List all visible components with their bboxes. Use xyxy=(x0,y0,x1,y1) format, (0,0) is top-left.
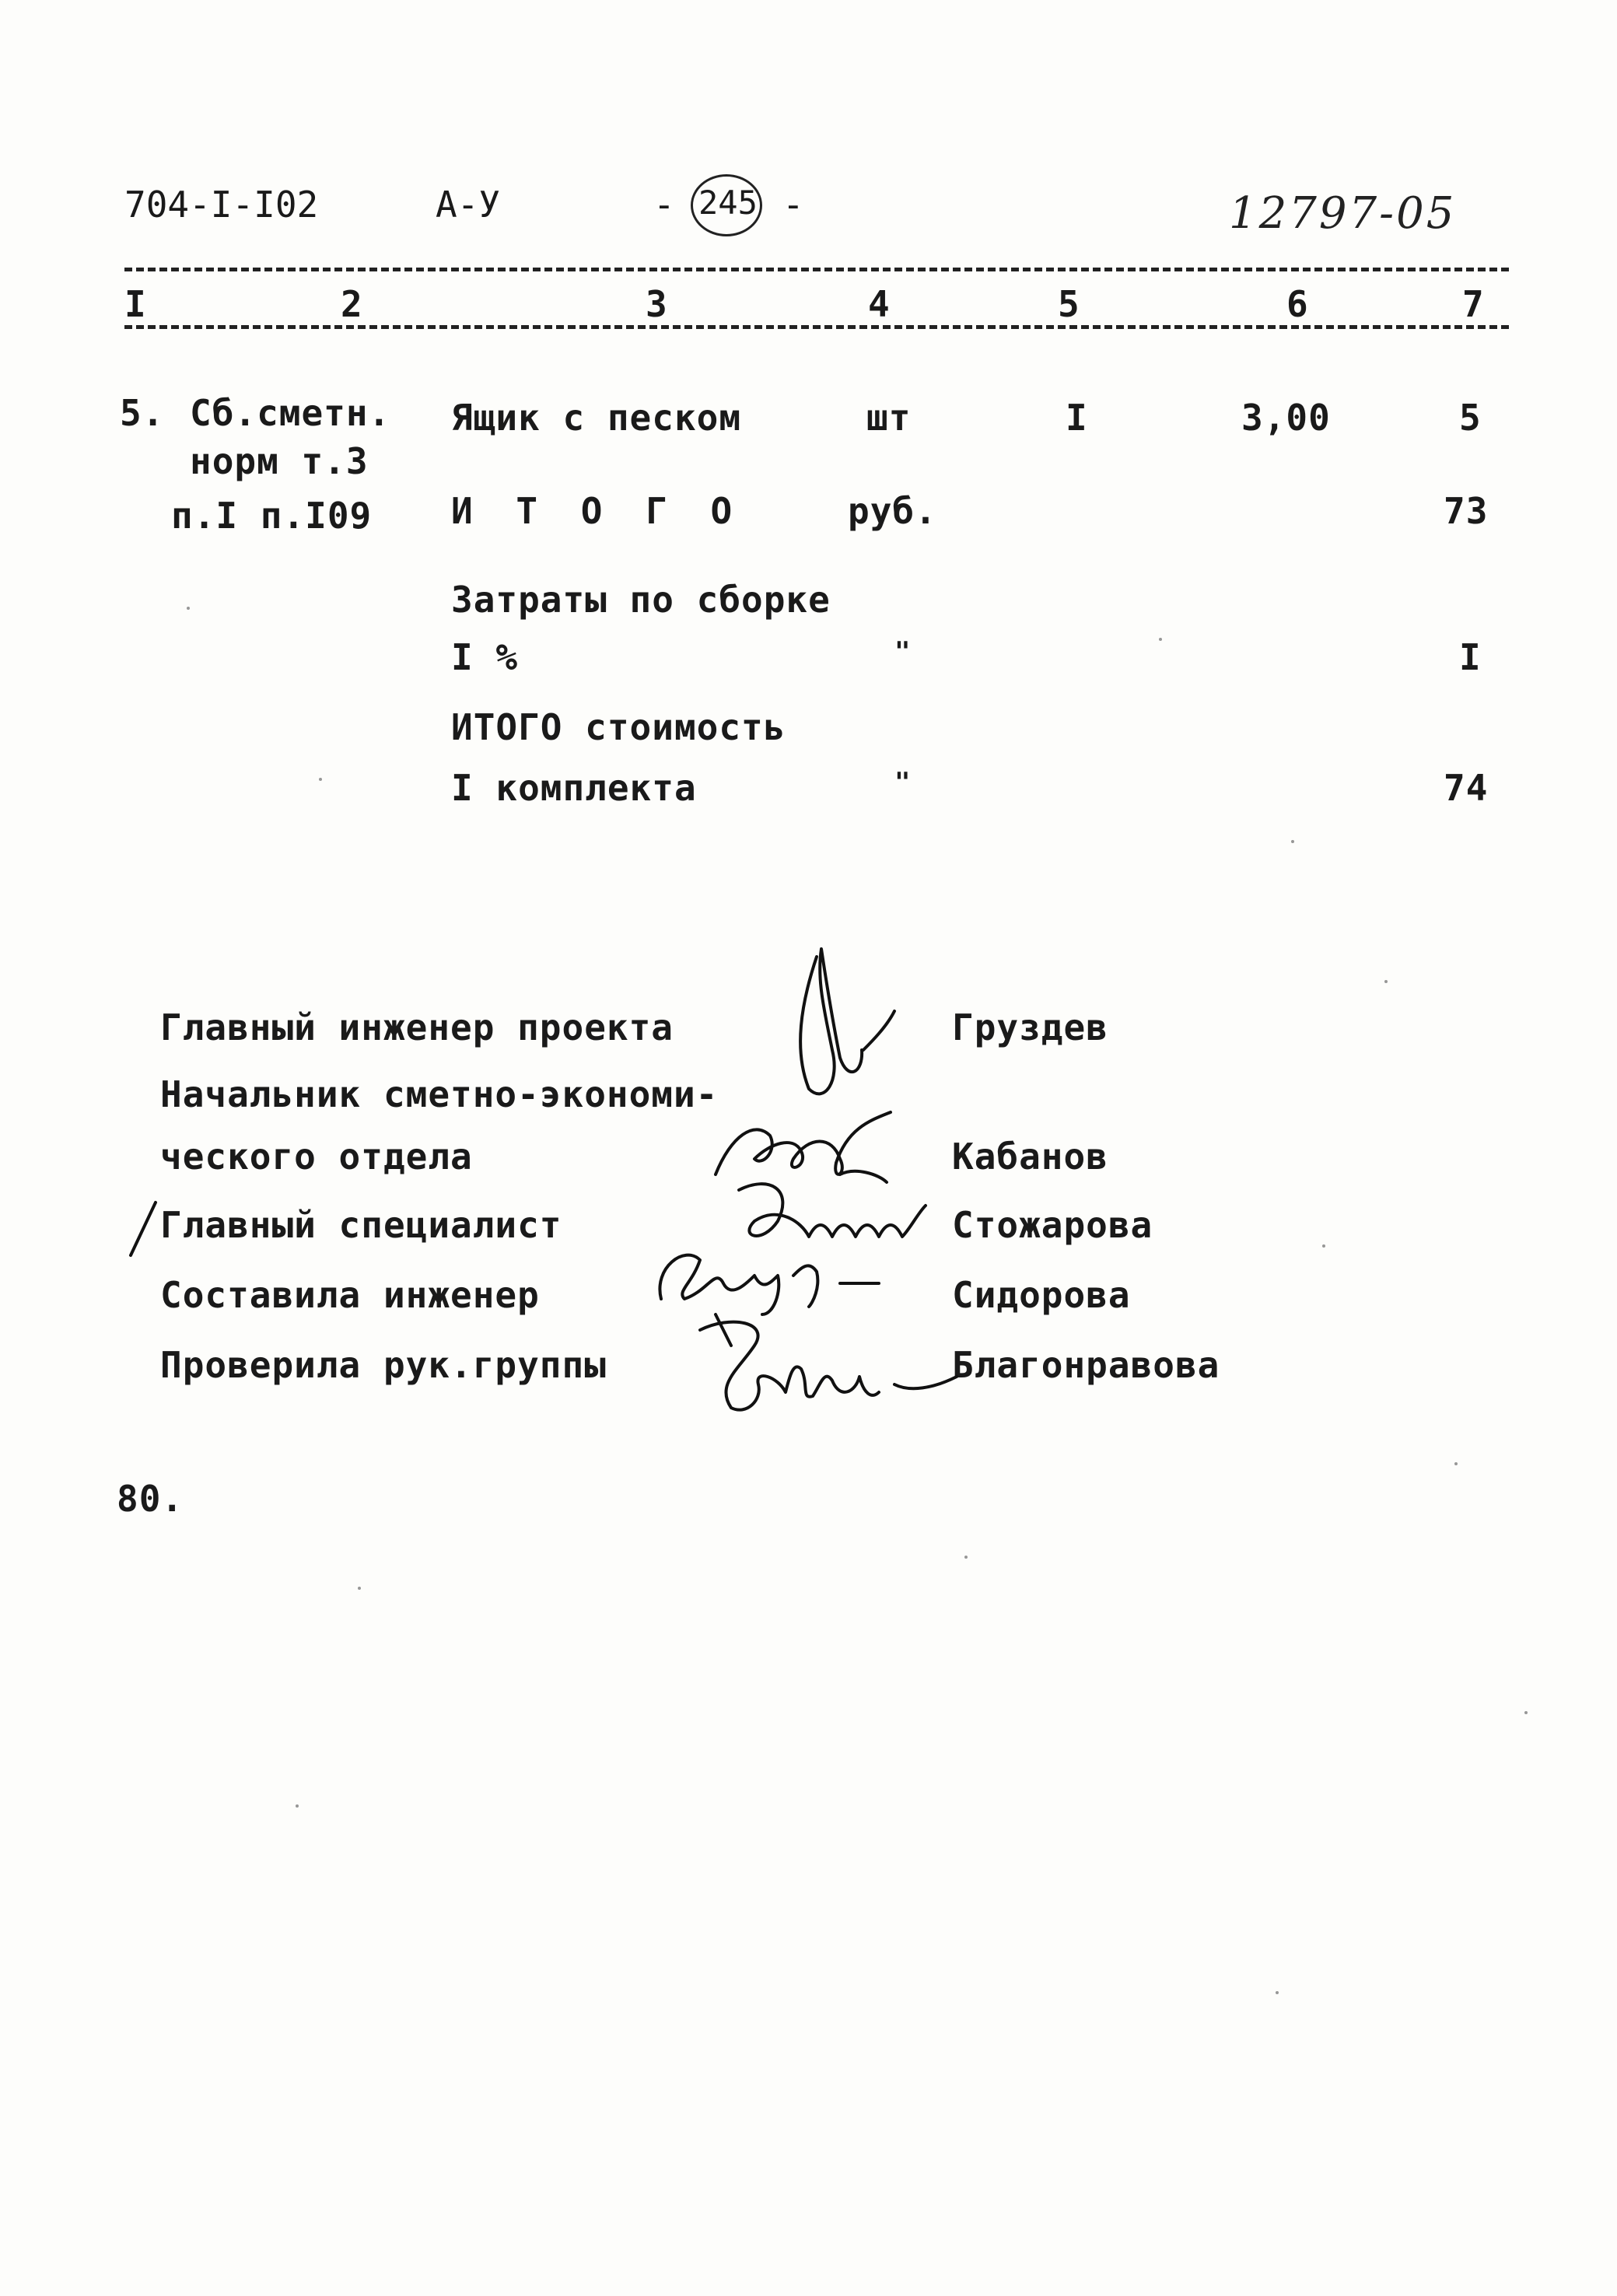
row-total: 5 xyxy=(1459,397,1482,439)
scan-speck xyxy=(1322,1244,1325,1248)
summary-assembly-label-line2: I % xyxy=(451,636,519,678)
page-number: 245 xyxy=(698,184,758,222)
document-series: А-У xyxy=(436,184,501,226)
scan-speck xyxy=(319,778,322,781)
table-header-rule xyxy=(124,325,1509,329)
footer-page-note: 80. xyxy=(117,1478,184,1520)
row-index: 5. xyxy=(120,392,165,434)
summary-cost-unit: " xyxy=(894,767,912,798)
signature-gruzdev xyxy=(770,933,910,1112)
signatory-name-checker: Благонравова xyxy=(952,1344,1220,1386)
scan-speck xyxy=(296,1804,299,1808)
document-code: 704-I-I02 xyxy=(124,184,319,226)
signatory-role-chief-engineer: Главный инженер проекта xyxy=(160,1006,674,1048)
summary-cost-label-line1: ИТОГО стоимость xyxy=(451,706,786,748)
scan-speck xyxy=(1159,638,1162,641)
column-number-2: 2 xyxy=(341,283,363,325)
row-item-name: Ящик с песком xyxy=(451,397,742,439)
scan-speck xyxy=(1291,840,1294,843)
scan-speck xyxy=(964,1556,968,1559)
page-dash-right: - xyxy=(782,184,804,226)
signatory-role-head-line2: ческого отдела xyxy=(160,1136,473,1178)
signatory-role-chief-specialist: Главный специалист xyxy=(160,1204,562,1246)
column-number-7: 7 xyxy=(1462,283,1485,325)
summary-assembly-value: I xyxy=(1459,636,1482,678)
row-quantity: I xyxy=(1066,397,1088,439)
signatory-name-chief-specialist: Стожарова xyxy=(952,1204,1153,1246)
signatory-role-checker: Проверила рук.группы xyxy=(160,1344,607,1386)
signatory-name-compiler: Сидорова xyxy=(952,1274,1131,1316)
row-price: 3,00 xyxy=(1241,397,1331,439)
column-number-4: 4 xyxy=(868,283,891,325)
scan-speck xyxy=(358,1587,361,1590)
summary-total-label: И Т О Г О xyxy=(451,490,744,532)
summary-assembly-label-line1: Затраты по сборке xyxy=(451,579,831,621)
row-reference-line3: п.I п.I09 xyxy=(171,495,373,537)
summary-total-unit: руб. xyxy=(848,490,937,532)
column-number-6: 6 xyxy=(1286,283,1309,325)
row-reference-line2: норм т.3 xyxy=(190,440,369,482)
margin-slash-mark xyxy=(124,1198,163,1260)
column-number-5: 5 xyxy=(1058,283,1080,325)
signatory-name-chief-engineer: Груздев xyxy=(952,1006,1108,1048)
handwritten-archive-number: 12797-05 xyxy=(1229,188,1457,239)
row-unit: шт xyxy=(866,397,912,439)
summary-total-value: 73 xyxy=(1444,490,1489,532)
scan-speck xyxy=(1384,980,1388,983)
summary-cost-label-line2: I комплекта xyxy=(451,767,697,809)
table-top-rule xyxy=(124,268,1509,271)
page-dash-left: - xyxy=(653,184,675,226)
scan-speck xyxy=(187,607,190,610)
signature-blagonravova xyxy=(684,1307,964,1423)
signatory-name-head: Кабанов xyxy=(952,1136,1108,1178)
column-number-1: I xyxy=(124,283,147,325)
scan-speck xyxy=(1454,1462,1458,1465)
summary-assembly-unit: " xyxy=(894,636,912,667)
column-number-3: 3 xyxy=(646,283,668,325)
summary-cost-value: 74 xyxy=(1444,767,1489,809)
scan-speck xyxy=(1524,1711,1528,1714)
row-reference-line1: Сб.сметн. xyxy=(190,392,391,434)
signatory-role-head-line1: Начальник сметно-экономи- xyxy=(160,1073,719,1115)
scan-speck xyxy=(1276,1991,1279,1994)
signatory-role-compiler: Составила инженер xyxy=(160,1274,540,1316)
